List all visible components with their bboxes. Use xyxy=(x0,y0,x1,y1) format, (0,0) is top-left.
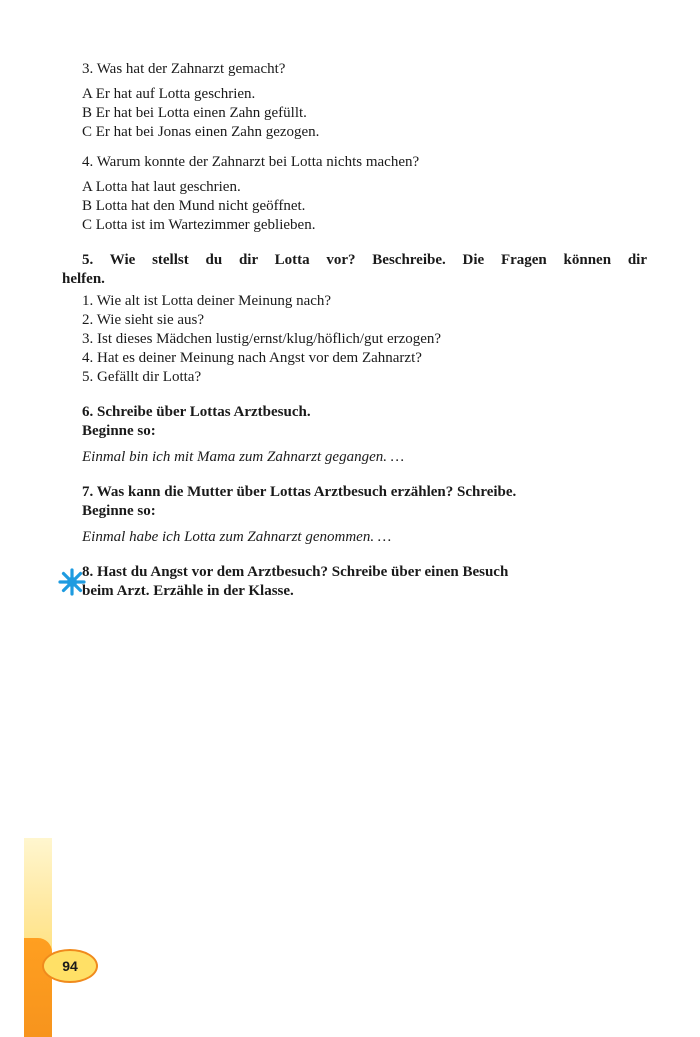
question-4-option-c: C Lotta ist im Wartezimmer geblieben. xyxy=(82,217,316,233)
task-7-heading-line-2: Beginne so: xyxy=(82,503,156,519)
page-content xyxy=(62,60,647,601)
question-3-option-b: B Er hat bei Lotta einen Zahn gefüllt. xyxy=(82,105,307,121)
question-4-text: 4. Warum konnte der Zahnarzt bei Lotta nichts machen? xyxy=(82,154,420,170)
task-6-starter: Einmal bin ich mit Mama zum Zahnarzt gegangen. … xyxy=(82,449,405,465)
task-5-question-4: 4. Hat es deiner Meinung nach Angst vor dem Zahnarzt? xyxy=(82,350,422,366)
question-3-option-c: C Er hat bei Jonas einen Zahn gezogen. xyxy=(82,124,320,140)
page-number: 94 xyxy=(42,949,98,983)
star-icon xyxy=(56,566,88,598)
question-4 xyxy=(62,153,647,235)
task-5-heading-line-1: 5. Wie stellst du dir Lotta vor? Beschreibe. Die Fragen können dir xyxy=(82,252,647,268)
decorative-strip-orange xyxy=(24,938,52,1037)
task-5-heading xyxy=(62,251,647,289)
task-6-heading-line-1: 6. Schreibe über Lottas Arztbesuch. xyxy=(82,404,311,420)
question-3 xyxy=(62,60,647,142)
task-7-heading-line-1: 7. Was kann die Mutter über Lottas Arztbesuch erzählen? Schreibe. xyxy=(82,484,517,500)
task-7-starter: Einmal habe ich Lotta zum Zahnarzt genommen. … xyxy=(82,529,392,545)
task-5 xyxy=(62,251,647,387)
question-4-option-a: A Lotta hat laut geschrien. xyxy=(82,179,241,195)
task-5-question-2: 2. Wie sieht sie aus? xyxy=(82,312,205,328)
task-6 xyxy=(62,403,647,467)
question-4-option-b: B Lotta hat den Mund nicht geöffnet. xyxy=(82,198,306,214)
task-6-heading-line-2: Beginne so: xyxy=(82,423,156,439)
question-3-text: 3. Was hat der Zahnarzt gemacht? xyxy=(82,61,286,77)
task-5-heading-line-2: helfen. xyxy=(62,271,105,287)
task-8 xyxy=(62,563,647,601)
task-7 xyxy=(62,483,647,547)
question-3-option-a: A Er hat auf Lotta geschrien. xyxy=(82,86,256,102)
task-5-question-3: 3. Ist dieses Mädchen lustig/ernst/klug/höflich/gut erzogen? xyxy=(82,331,442,347)
task-8-heading-line-1: 8. Hast du Angst vor dem Arztbesuch? Schreibe über einen Besuch xyxy=(82,564,509,580)
task-5-question-5: 5. Gefällt dir Lotta? xyxy=(82,369,202,385)
task-8-heading-line-2: beim Arzt. Erzähle in der Klasse. xyxy=(82,583,294,599)
task-5-question-1: 1. Wie alt ist Lotta deiner Meinung nach? xyxy=(82,293,332,309)
